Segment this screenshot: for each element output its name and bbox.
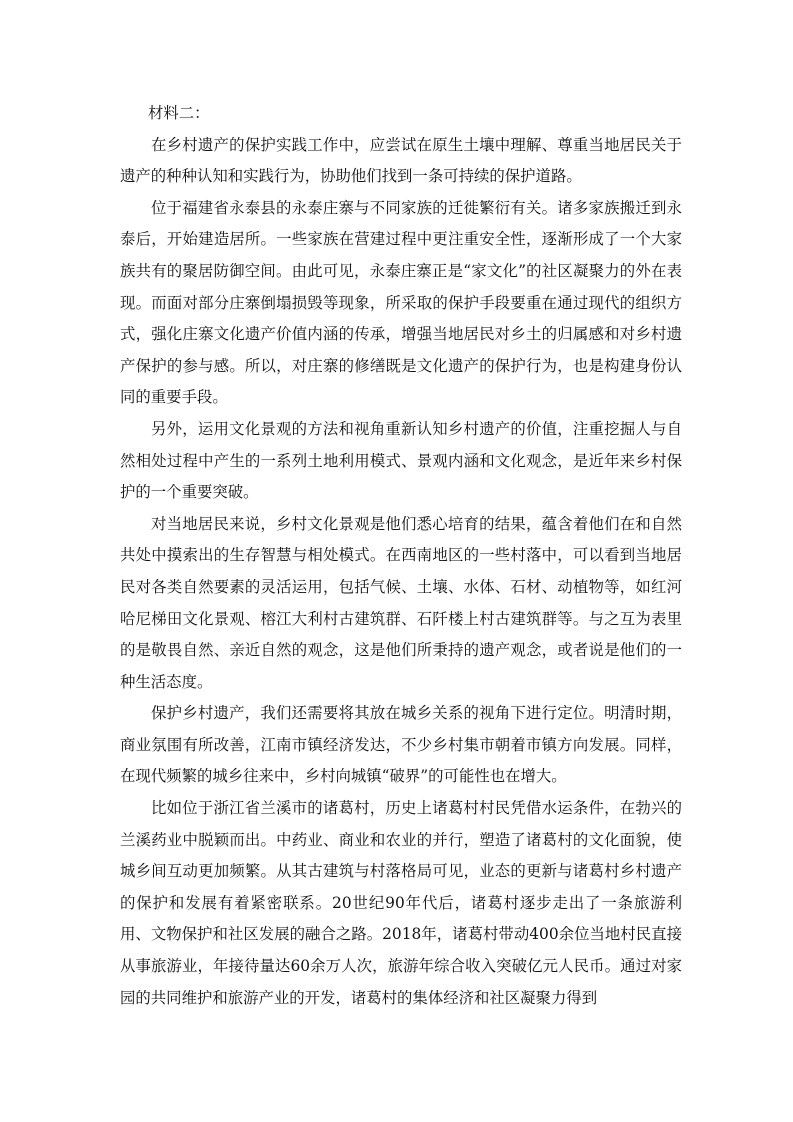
paragraph-2: 位于福建省永泰县的永泰庄寨与不同家族的迁徙繁衍有关。诸多家族搬迁到永泰后，开始建造居所。一些家族在营建过程中更注重安全性，逐渐形成了一个大家族共有的聚居防御空间。由此可见，永泰庄寨正是“家文化”的社区凝聚力的外在表现。而面对部分庄寨倒塌损毁等现象，所采取的保护手段要重在通过现代的组织方式，强化庄寨文化遗产价值内涵的传承，增强当地居民对乡土的归属感和对乡村遗产保护的参与感。所以，对庄寨的修缮既是文化遗产的保护行为，也是构建身份认同的重要手段。	[120, 198, 682, 407]
document-page	[120, 98, 682, 1014]
section-heading: 材料二：	[148, 104, 210, 122]
paragraph-3: 另外，运用文化景观的方法和视角重新认知乡村遗产的价值，注重挖掘人与自然相处过程中产生的一系列土地利用模式、景观内涵和文化观念，是近年来乡村保护的一个重要突破。	[120, 419, 682, 502]
paragraph-4: 对当地居民来说，乡村文化景观是他们悉心培育的结果，蕴含着他们在和自然共处中摸索出的生存智慧与相处模式。在西南地区的一些村落中，可以看到当地居民对各类自然要素的灵活运用，包括气候、土壤、水体、石材、动植物等，如红河哈尼梯田文化景观、榕江大利村古建筑群、石阡楼上村古建筑群等。与之互为表里的是敬畏自然、亲近自然的观念，这是他们所秉持的遗产观念，或者说是他们的一种生活态度。	[120, 514, 682, 691]
paragraph-5: 保护乡村遗产，我们还需要将其放在城乡关系的视角下进行定位。明清时期，商业氛围有所改善，江南市镇经济发达，不少乡村集市朝着市镇方向发展。同样，在现代频繁的城乡往来中，乡村向城镇“破界”的可能性也在增大。	[120, 704, 682, 786]
paragraph-1: 在乡村遗产的保护实践工作中，应尝试在原生土壤中理解、尊重当地居民关于遗产的种种认知和实践行为，协助他们找到一条可持续的保护道路。	[120, 135, 682, 186]
paragraph-6: 比如位于浙江省兰溪市的诸葛村，历史上诸葛村村民凭借水运条件，在勃兴的兰溪药业中脱颖而出。中药业、商业和农业的并行，塑造了诸葛村的文化面貌，使城乡间互动更加频繁。从其古建筑与村落格局可见，业态的更新与诸葛村乡村遗产的保护和发展有着紧密联系。20世纪90年代后，诸葛村逐步走出了一条旅游利用、文物保护和社区发展的融合之路。2018年，诸葛村带动400余位当地村民直接从事旅游业，年接待量达60余万人次，旅游年综合收入突破亿元人民币。通过对家园的共同维护和旅游产业的开发，诸葛村的集体经济和社区凝聚力得到	[120, 799, 682, 1007]
